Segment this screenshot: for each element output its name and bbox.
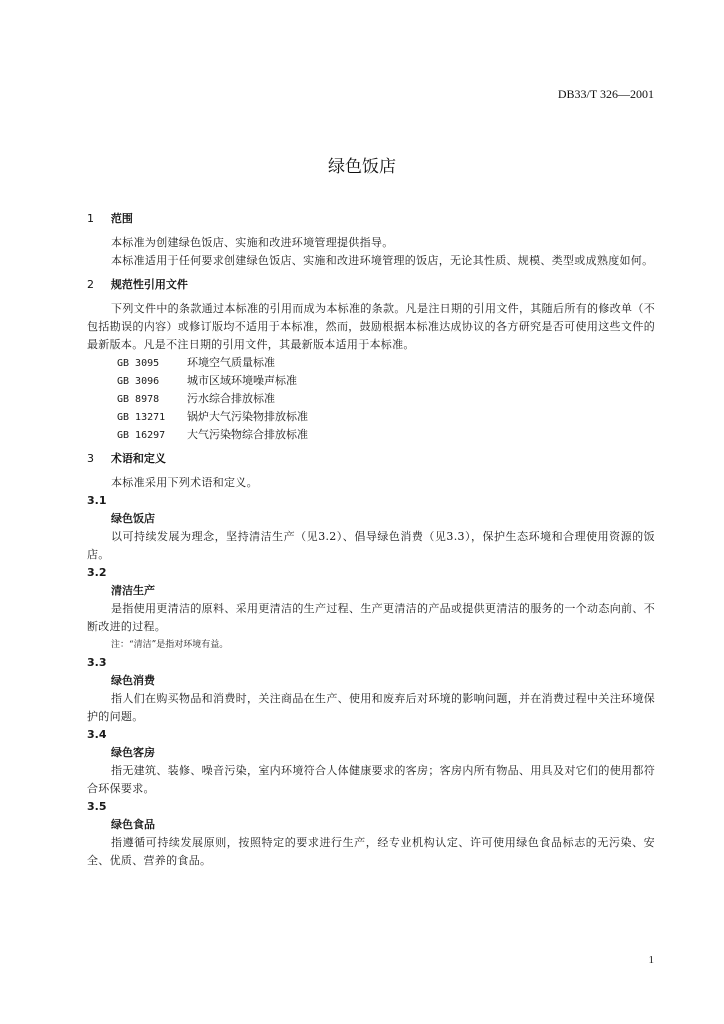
reference-name: 城市区域环境噪声标准: [187, 374, 297, 387]
term-note: 注：“清洁”是指对环境有益。: [111, 640, 229, 650]
term-definition: 指遵循可持续发展原则，按照特定的要求进行生产，经专业机构认定、许可使用绿色食品标志的无污染、安全、优质、营养的食品。: [87, 836, 655, 867]
term-name: 绿色客房: [111, 746, 155, 759]
term-definition: 指人们在购买物品和消费时，关注商品在生产、使用和废弃后对环境的影响问题，并在消费过程中关注环境保护的问题。: [87, 692, 655, 723]
section-number: 2: [87, 278, 94, 291]
reference-code: GB 13271: [117, 412, 166, 423]
term-definition: 是指使用更清洁的原料、采用更清洁的生产过程、生产更清洁的产品或提供更清洁的服务的一个动态向前、不断改进的过程。: [87, 602, 655, 633]
term-number: 3.5: [87, 800, 107, 813]
term-name: 绿色食品: [111, 818, 155, 831]
term-number: 3.2: [87, 566, 107, 579]
section-number: 1: [87, 212, 94, 225]
reference-code: GB 3095: [117, 358, 160, 369]
term-definition: 以可持续发展为理念，坚持清洁生产（见3.2）、倡导绿色消费（见3.3），保护生态环境和合理使用资源的饭店。: [87, 530, 655, 561]
reference-code: GB 3096: [117, 376, 160, 387]
section-number: 3: [87, 452, 94, 465]
standard-code: DB33/T 326—2001: [557, 87, 654, 101]
reference-item: [87, 354, 655, 372]
reference-name: 锅炉大气污染物排放标准: [187, 410, 308, 423]
term-name: 绿色消费: [111, 674, 155, 687]
paragraph: 下列文件中的条款通过本标准的引用而成为本标准的条款。凡是注日期的引用文件，其随后所有的修改单（不包括勘误的内容）或修订版均不适用于本标准，然而，鼓励根据本标准达成协议的各方研究是否可使用这些文件的最新版本。凡是不注日期的引用文件，其最新版本适用于本标准。: [87, 302, 655, 351]
reference-code: GB 16297: [117, 430, 166, 441]
section-heading-2: [87, 276, 655, 294]
paragraph: 本标准适用于任何要求创建绿色饭店、实施和改进环境管理的饭店，无论其性质、规模、类型或成熟度如何。: [111, 254, 654, 267]
paragraph: 本标准为创建绿色饭店、实施和改进环境管理提供指导。: [111, 236, 394, 249]
term-number: 3.1: [87, 494, 107, 507]
reference-name: 大气污染物综合排放标准: [187, 428, 308, 441]
section-title: 范围: [110, 212, 133, 225]
reference-item: [87, 372, 655, 390]
reference-code: GB 8978: [117, 394, 160, 405]
term-name: 清洁生产: [111, 584, 155, 597]
section-title: 术语和定义: [110, 452, 166, 465]
reference-name: 环境空气质量标准: [187, 356, 275, 369]
term-number: 3.3: [87, 656, 107, 669]
page-title: 绿色饭店: [328, 157, 396, 177]
reference-name: 污水综合排放标准: [187, 392, 275, 405]
term-number: 3.4: [87, 728, 107, 741]
term-definition: 指无建筑、装修、噪音污染，室内环境符合人体健康要求的客房；客房内所有物品、用具及对它们的使用都符合环保要求。: [87, 764, 655, 795]
paragraph: 本标准采用下列术语和定义。: [111, 476, 258, 489]
term-name: 绿色饭店: [111, 512, 155, 525]
reference-item: [87, 426, 655, 444]
document-body: [87, 210, 655, 870]
reference-item: [87, 390, 655, 408]
section-heading-3: [87, 450, 655, 468]
section-heading-1: [87, 210, 655, 228]
section-title: 规范性引用文件: [110, 278, 188, 291]
reference-item: [87, 408, 655, 426]
reference-list: [87, 354, 655, 444]
page-number: 1: [648, 954, 654, 966]
